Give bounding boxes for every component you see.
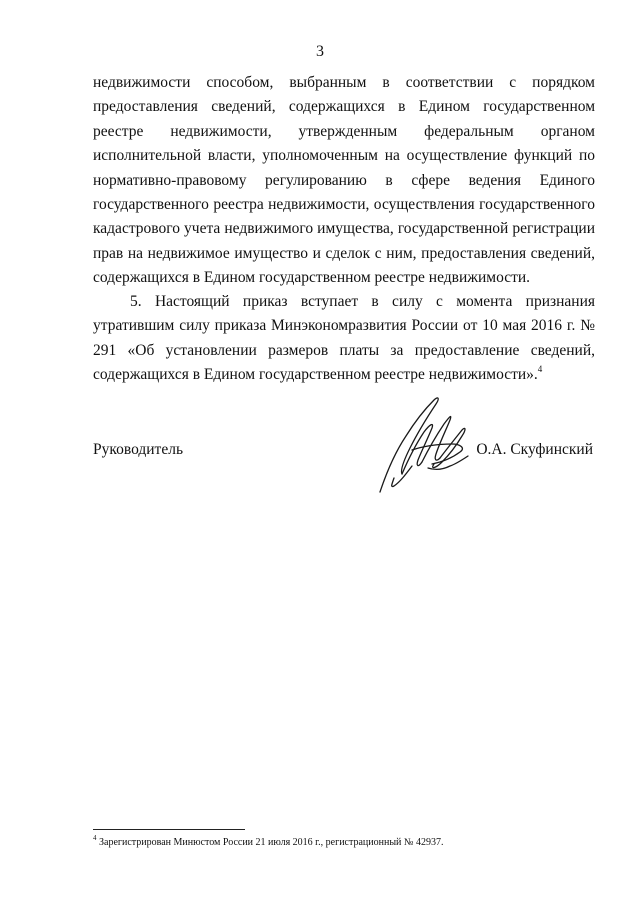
- paragraph-item-5-text: 5. Настоящий приказ вступает в силу с момента признания утратившим силу приказа Минэкономразвития России от 10 мая 2016 г. № 291 «Об установлении размеров платы за предоставление сведений, содержащихся в Едином государственном реестре недвижимости».: [93, 293, 595, 384]
- paragraph-item-5-body: [93, 290, 595, 388]
- paragraph-continued: [93, 71, 595, 291]
- footnote-divider: [93, 829, 245, 830]
- footnote: [93, 833, 444, 850]
- footnote-text: Зарегистрирован Минюстом России 21 июля 2016 г., регистрационный № 42937.: [99, 837, 444, 848]
- paragraph-item-5: [93, 290, 595, 388]
- signer-name: О.А. Скуфинский: [476, 441, 593, 458]
- footnote-reference[interactable]: 4: [537, 364, 543, 375]
- footnote-marker: 4: [93, 833, 97, 842]
- signer-title: Руководитель: [93, 441, 184, 458]
- paragraph-continued-text: недвижимости способом, выбранным в соответствии с порядком предоставления сведений, содержащихся в Едином государственном реестре недвижимости, утвержденным федеральным органом исполнительной власти, уполномоченным на осуществление функций по нормативно-правовому регулированию в сфере ведения Единого государственного реестра недвижимости, осуществления государственного кадастрового учета недвижимого имущества, государственной регистрации прав на недвижимое имущество и сделок с ним, предоставления сведений, содержащихся в Едином государственном реестре недвижимости.: [93, 74, 595, 287]
- handwritten-signature: [372, 388, 472, 494]
- page-number: 3: [316, 43, 324, 60]
